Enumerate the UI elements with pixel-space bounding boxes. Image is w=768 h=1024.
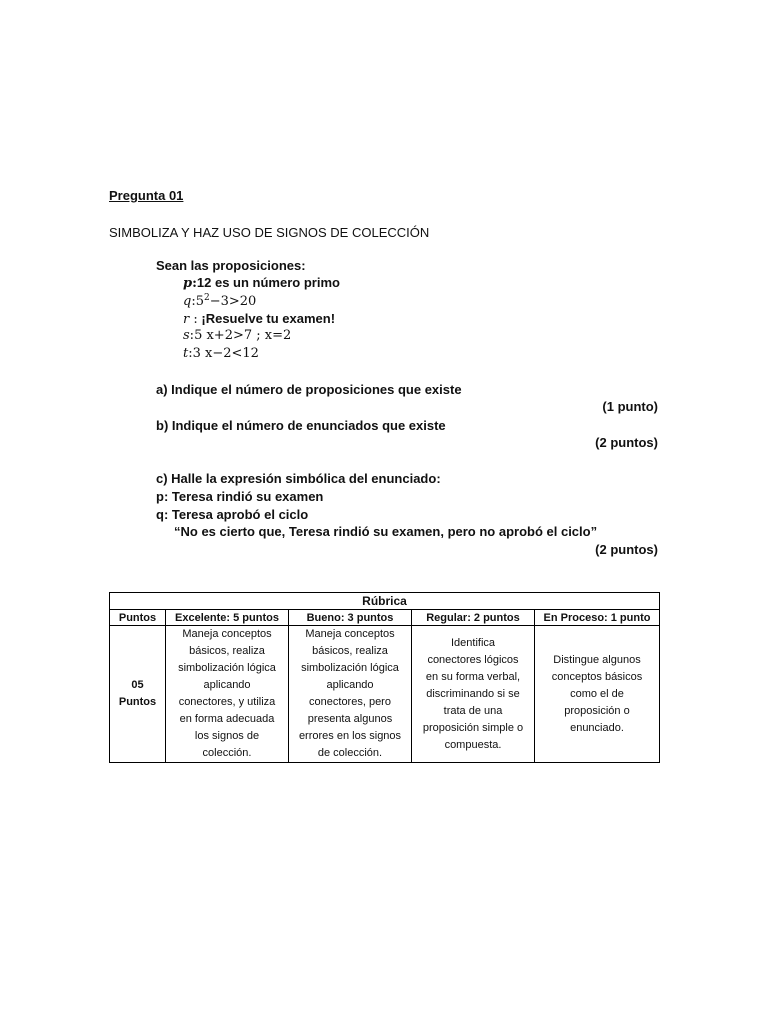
cell-line: discriminando si se bbox=[426, 687, 520, 700]
rubric-header-in-process: En Proceso: 1 punto bbox=[535, 610, 660, 626]
cell-line: en su forma verbal, bbox=[425, 670, 521, 683]
cell-line: como el de bbox=[570, 687, 624, 700]
cell-line: los signos de bbox=[194, 730, 260, 742]
cell-line: errores en los signos bbox=[298, 730, 402, 742]
prop-s-text: 5 x+2>7 ; x=2 bbox=[194, 328, 292, 343]
proposition-p bbox=[183, 274, 340, 292]
prop-t-sep: : bbox=[188, 346, 193, 361]
prop-s-var: s bbox=[183, 328, 190, 343]
cell-line: básicos, realiza bbox=[312, 645, 388, 657]
cell-line: en forma adecuada bbox=[179, 713, 275, 725]
cell-line: compuesta. bbox=[444, 738, 502, 751]
prop-r-sep: : bbox=[193, 312, 198, 327]
prop-r-text: ¡Resuelve tu examen! bbox=[201, 311, 336, 326]
prop-s-sep: : bbox=[189, 328, 195, 343]
question-a-points: (1 punto) bbox=[602, 399, 658, 414]
question-c-quote: “No es cierto que, Teresa rindió su examen, pero no aprobó el ciclo” bbox=[174, 524, 598, 539]
cell-line: conceptos básicos bbox=[551, 670, 643, 683]
question-c-points: (2 puntos) bbox=[595, 542, 658, 557]
prop-q-rest: −3>20 bbox=[209, 294, 257, 309]
cell-line: presenta algunos bbox=[307, 713, 393, 725]
cell-line: de colección. bbox=[317, 747, 383, 759]
prop-p-var: p bbox=[183, 276, 193, 291]
prop-r-var: r bbox=[183, 312, 190, 327]
cell-line: Maneja conceptos bbox=[305, 628, 395, 640]
rubric-title: Rúbrica bbox=[110, 593, 660, 610]
prop-t-text: 3 x−2<12 bbox=[192, 346, 259, 361]
cell-line: conectores, pero bbox=[309, 696, 391, 708]
prop-q-base: 5 bbox=[195, 294, 204, 309]
cell-line: colección. bbox=[202, 747, 252, 759]
rubric-header-good: Bueno: 3 puntos bbox=[289, 610, 412, 626]
prop-q-exponent: 2 bbox=[204, 293, 210, 303]
question-c-p: p: Teresa rindió su examen bbox=[156, 489, 324, 504]
rubric-header-points: Puntos bbox=[110, 610, 166, 626]
cell-line: conectores lógicos bbox=[427, 653, 519, 666]
cell-line: conectores, y utiliza bbox=[178, 696, 276, 708]
cell-line: proposición simple o bbox=[422, 721, 524, 734]
rubric-cell-good bbox=[289, 626, 412, 763]
question-heading: Pregunta 01 bbox=[109, 188, 184, 203]
cell-line: simbolización lógica bbox=[301, 662, 399, 674]
points-value: 05 bbox=[131, 679, 144, 691]
prop-p-text: 12 es un número primo bbox=[196, 275, 340, 290]
propositions-intro: Sean las proposiciones: bbox=[156, 258, 306, 273]
question-a: a) Indique el número de proposiciones que existe bbox=[156, 382, 462, 397]
cell-line: Maneja conceptos bbox=[182, 628, 272, 640]
instruction-text: SIMBOLIZA Y HAZ USO DE SIGNOS DE COLECCIÓN bbox=[109, 225, 430, 240]
cell-line: Identifica bbox=[450, 636, 496, 649]
rubric-header-regular: Regular: 2 puntos bbox=[412, 610, 535, 626]
question-c-q: q: Teresa aprobó el ciclo bbox=[156, 507, 309, 522]
cell-line: simbolización lógica bbox=[178, 662, 276, 674]
points-label: Puntos bbox=[118, 696, 157, 708]
cell-line: aplicando bbox=[203, 679, 251, 691]
proposition-r bbox=[183, 310, 335, 328]
cell-line: aplicando bbox=[326, 679, 374, 691]
prop-p-sep: : bbox=[192, 276, 197, 291]
prop-t-var: t bbox=[183, 346, 189, 361]
proposition-t bbox=[183, 345, 259, 362]
question-b: b) Indique el número de enunciados que existe bbox=[156, 418, 446, 433]
cell-line: básicos, realiza bbox=[189, 645, 265, 657]
prop-q-var: q bbox=[183, 294, 192, 309]
question-b-points: (2 puntos) bbox=[595, 435, 658, 450]
proposition-s bbox=[183, 327, 291, 344]
rubric-header-excellent: Excelente: 5 puntos bbox=[166, 610, 289, 626]
rubric-cell-in-process bbox=[535, 626, 660, 763]
cell-line: trata de una bbox=[443, 704, 503, 717]
question-c: c) Halle la expresión simbólica del enunciado: bbox=[156, 471, 441, 486]
rubric-table bbox=[109, 592, 660, 763]
rubric-cell-excellent bbox=[166, 626, 289, 763]
prop-q-sep: : bbox=[191, 294, 196, 309]
proposition-q bbox=[183, 293, 256, 310]
cell-line: proposición o bbox=[564, 704, 630, 717]
cell-line: enunciado. bbox=[570, 721, 624, 734]
rubric-points-cell bbox=[110, 626, 166, 763]
cell-line: Distingue algunos bbox=[553, 653, 641, 666]
rubric-cell-regular bbox=[412, 626, 535, 763]
